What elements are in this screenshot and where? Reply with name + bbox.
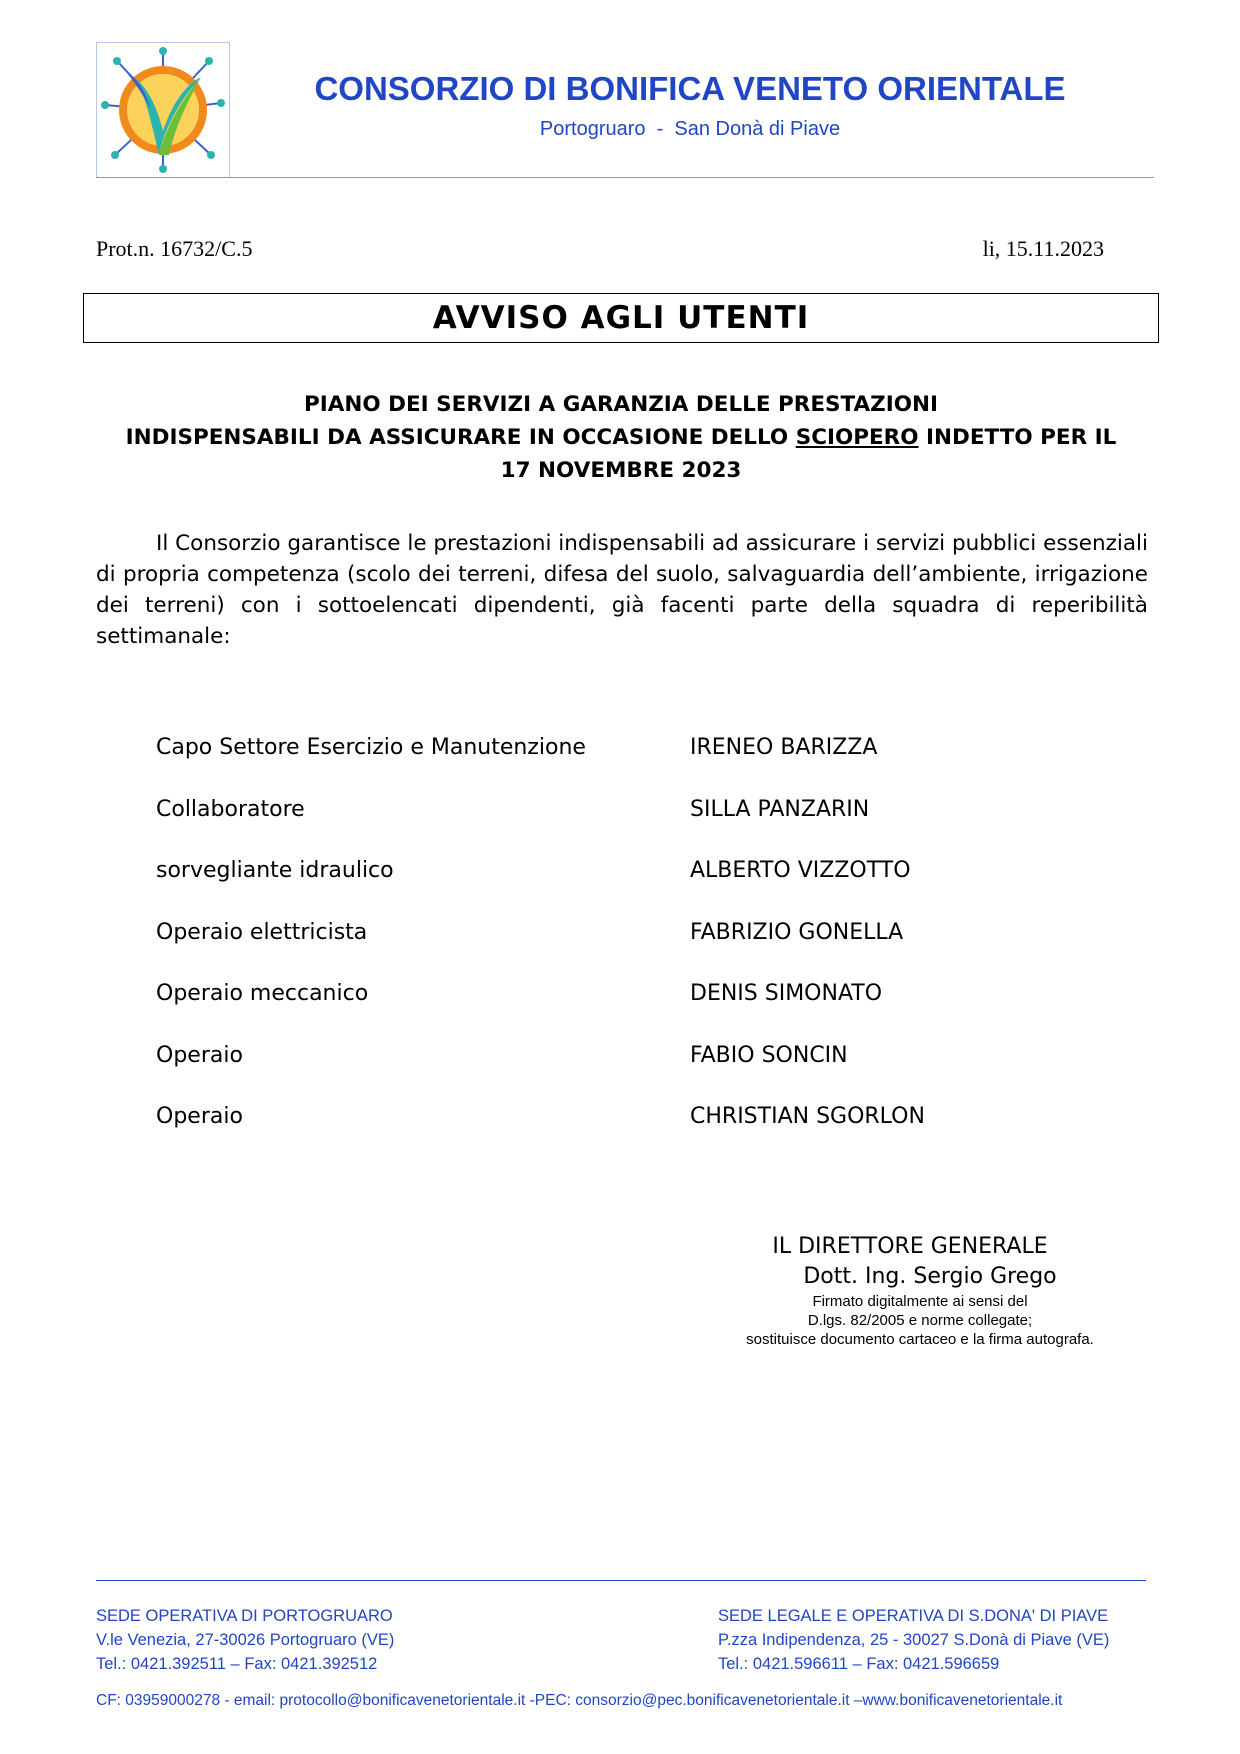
- organization-name: CONSORZIO DI BONIFICA VENETO ORIENTALE: [314, 70, 1066, 107]
- staff-row: [156, 797, 1056, 859]
- staff-role: Operaio meccanico: [156, 981, 369, 1006]
- staff-name: FABIO SONCIN: [690, 1042, 848, 1068]
- staff-row: [156, 858, 1056, 920]
- signature-note-2: D.lgs. 82/2005 e norme collegate;: [807, 1312, 1033, 1329]
- staff-name: SILLA PANZARIN: [690, 796, 870, 822]
- staff-role: Operaio: [156, 1042, 243, 1068]
- subtitle-line-2-before: INDISPENSABILI DA ASSICURARE IN OCCASIONE DELLO: [125, 425, 796, 450]
- staff-row: [156, 1104, 1056, 1166]
- footer-san-dona: [718, 1604, 1109, 1676]
- staff-role: Operaio elettricista: [156, 919, 368, 945]
- staff-name: DENIS SIMONATO: [690, 981, 883, 1006]
- staff-list: [156, 735, 1056, 1166]
- subtitle-line-1: PIANO DEI SERVIZI A GARANZIA DELLE PRESTAZIONI: [303, 392, 938, 417]
- footer-left-heading: SEDE OPERATIVA DI PORTOGRUARO: [96, 1607, 393, 1625]
- notice-title-box: [83, 293, 1159, 343]
- subtitle-strike-word: SCIOPERO: [795, 425, 919, 450]
- intro-paragraph: Il Consorzio garantisce le prestazioni indispensabili ad assicurare i servizi pubblici essenziali di propria competenza (scolo dei terreni, difesa del suolo, salvaguardia dell’ambiente, irrigazione dei terreni) con i sottoelencati dipendenti, già facenti parte della squadra di reperibilità settimanale:: [96, 531, 1148, 649]
- staff-role: Collaboratore: [156, 796, 305, 822]
- consorzio-logo-icon: [96, 42, 230, 178]
- footer-divider: [96, 1580, 1146, 1581]
- staff-row: [156, 735, 1056, 797]
- organization-cities: Portogruaro - San Donà di Piave: [539, 118, 841, 140]
- staff-role: Capo Settore Esercizio e Manutenzione: [156, 735, 586, 760]
- staff-name: FABRIZIO GONELLA: [690, 919, 904, 945]
- footer-right-phone: Tel.: 0421.596611 – Fax: 0421.596659: [718, 1655, 1000, 1673]
- subtitle-line-2-after: INDETTO PER IL: [918, 425, 1117, 450]
- staff-role: sorvegliante idraulico: [156, 858, 394, 883]
- subtitle-line-3: 17 NOVEMBRE 2023: [500, 458, 742, 483]
- footer-left-address: V.le Venezia, 27-30026 Portogruaro (VE): [96, 1631, 395, 1649]
- header-divider: [96, 177, 1154, 178]
- protocol-number: Prot.n. 16732/C.5: [96, 236, 253, 261]
- staff-row: [156, 920, 1056, 982]
- signature-note-1: Firmato digitalmente ai sensi del: [812, 1293, 1028, 1310]
- signature-block: [690, 1232, 1150, 1349]
- staff-name: IRENEO BARIZZA: [690, 735, 878, 760]
- footer-right-address: P.zza Indipendenza, 25 - 30027 S.Donà di Piave (VE): [718, 1631, 1110, 1649]
- footer-right-heading: SEDE LEGALE E OPERATIVA DI S.DONA' DI PIAVE: [718, 1607, 1109, 1625]
- subtitle-line-2: [90, 421, 1152, 454]
- footer-portogruaro: [96, 1604, 394, 1676]
- signature-title: IL DIRETTORE GENERALE: [772, 1234, 1048, 1259]
- staff-role: Operaio: [156, 1104, 243, 1129]
- staff-name: CHRISTIAN SGORLON: [690, 1104, 925, 1129]
- footer-left-phone: Tel.: 0421.392511 – Fax: 0421.392512: [96, 1655, 378, 1673]
- signature-note-3: sostituisce documento cartaceo e la firma autografa.: [746, 1331, 1094, 1348]
- footer-contacts: CF: 03959000278 - email: protocollo@bonificavenetorientale.it -PEC: consorzio@pec.bonificavenetorientale.it –www.bonificavenetorientale.it: [96, 1692, 1063, 1709]
- signature-name: Dott. Ing. Sergio Grego: [803, 1264, 1057, 1289]
- notice-title: AVVISO AGLI UTENTI: [432, 300, 810, 336]
- staff-row: [156, 981, 1056, 1043]
- notice-subtitle: [90, 388, 1152, 487]
- staff-row: [156, 1043, 1056, 1105]
- document-date: li, 15.11.2023: [982, 236, 1104, 261]
- staff-name: ALBERTO VIZZOTTO: [690, 858, 911, 883]
